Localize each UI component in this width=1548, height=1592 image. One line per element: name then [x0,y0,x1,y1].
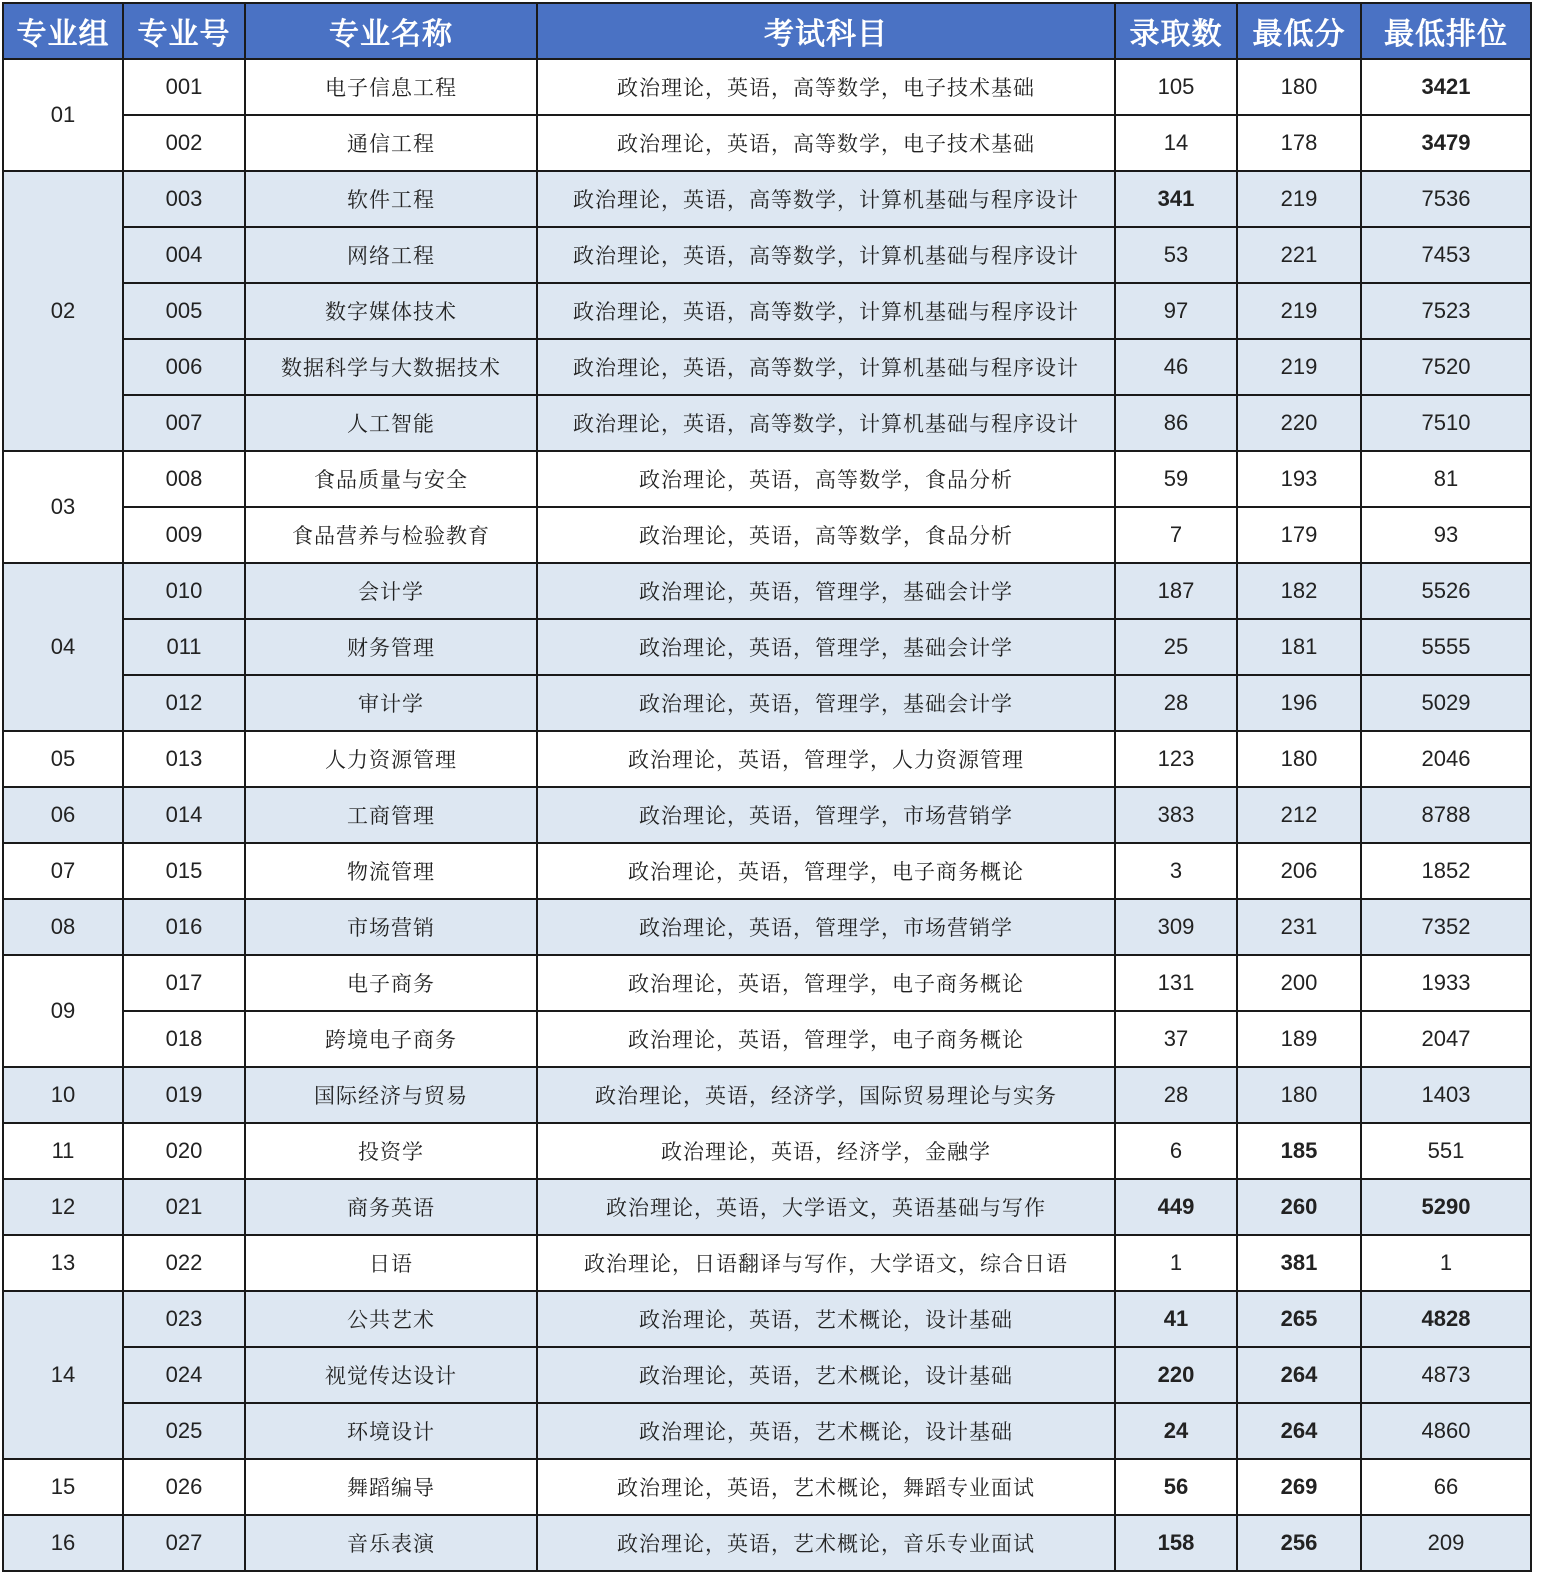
min-rank-cell: 4873 [1361,1347,1531,1403]
major-code-cell: 021 [123,1179,245,1235]
major-name-cell: 软件工程 [245,171,537,227]
min-rank-cell: 5526 [1361,563,1531,619]
major-code-cell: 016 [123,899,245,955]
group-cell: 08 [3,899,123,955]
major-code-cell: 018 [123,1011,245,1067]
major-code-cell: 010 [123,563,245,619]
min-rank-cell: 551 [1361,1123,1531,1179]
min-score-cell: 185 [1237,1123,1361,1179]
major-name-cell: 音乐表演 [245,1515,537,1571]
admission-table [2,2,1532,1572]
major-name-cell: 审计学 [245,675,537,731]
min-score-cell: 220 [1237,395,1361,451]
major-name-cell: 数据科学与大数据技术 [245,339,537,395]
min-score-cell: 182 [1237,563,1361,619]
table-row [3,955,1531,1011]
major-name-cell: 食品营养与检验教育 [245,507,537,563]
exam-subjects-cell: 政治理论，日语翻译与写作，大学语文，综合日语 [537,1235,1115,1291]
min-score-cell: 180 [1237,731,1361,787]
exam-subjects-cell: 政治理论，英语，高等数学，计算机基础与程序设计 [537,339,1115,395]
table-row [3,451,1531,507]
exam-subjects-cell: 政治理论，英语，管理学，基础会计学 [537,675,1115,731]
min-score-cell: 193 [1237,451,1361,507]
min-rank-cell: 5555 [1361,619,1531,675]
min-rank-cell: 4828 [1361,1291,1531,1347]
admitted-count-cell: 53 [1115,227,1237,283]
min-score-cell: 381 [1237,1235,1361,1291]
exam-subjects-cell: 政治理论，英语，艺术概论，设计基础 [537,1403,1115,1459]
admitted-count-cell: 158 [1115,1515,1237,1571]
table-row [3,675,1531,731]
major-name-cell: 市场营销 [245,899,537,955]
header-min-rank: 最低排位 [1361,3,1531,59]
major-code-cell: 025 [123,1403,245,1459]
exam-subjects-cell: 政治理论，英语，高等数学，食品分析 [537,451,1115,507]
major-name-cell: 物流管理 [245,843,537,899]
admitted-count-cell: 220 [1115,1347,1237,1403]
min-score-cell: 189 [1237,1011,1361,1067]
min-rank-cell: 2047 [1361,1011,1531,1067]
major-code-cell: 015 [123,843,245,899]
major-name-cell: 环境设计 [245,1403,537,1459]
min-rank-cell: 7523 [1361,283,1531,339]
min-score-cell: 180 [1237,59,1361,115]
admitted-count-cell: 28 [1115,675,1237,731]
group-cell: 04 [3,563,123,731]
major-code-cell: 002 [123,115,245,171]
admitted-count-cell: 383 [1115,787,1237,843]
group-cell: 11 [3,1123,123,1179]
group-cell: 10 [3,1067,123,1123]
major-code-cell: 009 [123,507,245,563]
major-name-cell: 投资学 [245,1123,537,1179]
major-code-cell: 001 [123,59,245,115]
table-row [3,1011,1531,1067]
min-score-cell: 231 [1237,899,1361,955]
table-row [3,395,1531,451]
table-row [3,899,1531,955]
table-row [3,283,1531,339]
min-rank-cell: 209 [1361,1515,1531,1571]
admitted-count-cell: 14 [1115,115,1237,171]
admitted-count-cell: 41 [1115,1291,1237,1347]
major-name-cell: 食品质量与安全 [245,451,537,507]
min-score-cell: 196 [1237,675,1361,731]
group-cell: 01 [3,59,123,171]
admitted-count-cell: 28 [1115,1067,1237,1123]
exam-subjects-cell: 政治理论，英语，管理学，市场营销学 [537,899,1115,955]
exam-subjects-cell: 政治理论，英语，高等数学，电子技术基础 [537,115,1115,171]
admitted-count-cell: 123 [1115,731,1237,787]
min-rank-cell: 5290 [1361,1179,1531,1235]
exam-subjects-cell: 政治理论，英语，高等数学，电子技术基础 [537,59,1115,115]
table-row [3,1235,1531,1291]
group-cell: 12 [3,1179,123,1235]
min-rank-cell: 1403 [1361,1067,1531,1123]
header-group: 专业组 [3,3,123,59]
exam-subjects-cell: 政治理论，英语，艺术概论，舞蹈专业面试 [537,1459,1115,1515]
min-score-cell: 219 [1237,171,1361,227]
min-score-cell: 260 [1237,1179,1361,1235]
exam-subjects-cell: 政治理论，英语，高等数学，计算机基础与程序设计 [537,171,1115,227]
table-row [3,171,1531,227]
table-row [3,339,1531,395]
min-rank-cell: 1852 [1361,843,1531,899]
group-cell: 07 [3,843,123,899]
table-row [3,1347,1531,1403]
admitted-count-cell: 37 [1115,1011,1237,1067]
table-row [3,59,1531,115]
min-rank-cell: 4860 [1361,1403,1531,1459]
table-row [3,507,1531,563]
min-rank-cell: 3421 [1361,59,1531,115]
major-code-cell: 019 [123,1067,245,1123]
min-score-cell: 212 [1237,787,1361,843]
major-code-cell: 003 [123,171,245,227]
major-code-cell: 026 [123,1459,245,1515]
major-name-cell: 国际经济与贸易 [245,1067,537,1123]
major-name-cell: 人力资源管理 [245,731,537,787]
min-rank-cell: 7520 [1361,339,1531,395]
major-name-cell: 工商管理 [245,787,537,843]
exam-subjects-cell: 政治理论，英语，管理学，基础会计学 [537,563,1115,619]
major-name-cell: 财务管理 [245,619,537,675]
major-name-cell: 日语 [245,1235,537,1291]
exam-subjects-cell: 政治理论，英语，高等数学，计算机基础与程序设计 [537,395,1115,451]
exam-subjects-cell: 政治理论，英语，经济学，国际贸易理论与实务 [537,1067,1115,1123]
admitted-count-cell: 6 [1115,1123,1237,1179]
major-code-cell: 014 [123,787,245,843]
admitted-count-cell: 341 [1115,171,1237,227]
exam-subjects-cell: 政治理论，英语，管理学，人力资源管理 [537,731,1115,787]
major-code-cell: 008 [123,451,245,507]
admitted-count-cell: 449 [1115,1179,1237,1235]
major-name-cell: 跨境电子商务 [245,1011,537,1067]
table-row [3,1515,1531,1571]
exam-subjects-cell: 政治理论，英语，管理学，电子商务概论 [537,955,1115,1011]
min-score-cell: 264 [1237,1403,1361,1459]
min-score-cell: 219 [1237,339,1361,395]
table-row [3,787,1531,843]
exam-subjects-cell: 政治理论，英语，艺术概论，设计基础 [537,1291,1115,1347]
major-name-cell: 公共艺术 [245,1291,537,1347]
admitted-count-cell: 3 [1115,843,1237,899]
exam-subjects-cell: 政治理论，英语，大学语文，英语基础与写作 [537,1179,1115,1235]
major-code-cell: 024 [123,1347,245,1403]
min-rank-cell: 66 [1361,1459,1531,1515]
table-row [3,1067,1531,1123]
major-code-cell: 004 [123,227,245,283]
major-code-cell: 020 [123,1123,245,1179]
group-cell: 14 [3,1291,123,1459]
major-name-cell: 人工智能 [245,395,537,451]
min-score-cell: 265 [1237,1291,1361,1347]
min-rank-cell: 7510 [1361,395,1531,451]
header-code: 专业号 [123,3,245,59]
admitted-count-cell: 59 [1115,451,1237,507]
major-code-cell: 005 [123,283,245,339]
admitted-count-cell: 1 [1115,1235,1237,1291]
admitted-count-cell: 97 [1115,283,1237,339]
group-cell: 05 [3,731,123,787]
header-subjects: 考试科目 [537,3,1115,59]
table-row [3,731,1531,787]
table-row [3,1291,1531,1347]
major-code-cell: 007 [123,395,245,451]
admitted-count-cell: 7 [1115,507,1237,563]
admitted-count-cell: 46 [1115,339,1237,395]
table-row [3,1123,1531,1179]
min-score-cell: 269 [1237,1459,1361,1515]
min-score-cell: 178 [1237,115,1361,171]
admitted-count-cell: 25 [1115,619,1237,675]
group-cell: 02 [3,171,123,451]
min-score-cell: 264 [1237,1347,1361,1403]
min-rank-cell: 93 [1361,507,1531,563]
min-score-cell: 181 [1237,619,1361,675]
major-code-cell: 022 [123,1235,245,1291]
min-rank-cell: 1 [1361,1235,1531,1291]
group-cell: 15 [3,1459,123,1515]
major-name-cell: 电子信息工程 [245,59,537,115]
exam-subjects-cell: 政治理论，英语，艺术概论，设计基础 [537,1347,1115,1403]
major-code-cell: 006 [123,339,245,395]
admitted-count-cell: 105 [1115,59,1237,115]
major-name-cell: 数字媒体技术 [245,283,537,339]
table-body [3,59,1531,1571]
major-name-cell: 视觉传达设计 [245,1347,537,1403]
admitted-count-cell: 24 [1115,1403,1237,1459]
min-score-cell: 206 [1237,843,1361,899]
exam-subjects-cell: 政治理论，英语，经济学，金融学 [537,1123,1115,1179]
min-rank-cell: 3479 [1361,115,1531,171]
group-cell: 03 [3,451,123,563]
exam-subjects-cell: 政治理论，英语，管理学，市场营销学 [537,787,1115,843]
min-rank-cell: 8788 [1361,787,1531,843]
table-row [3,843,1531,899]
min-rank-cell: 81 [1361,451,1531,507]
major-name-cell: 会计学 [245,563,537,619]
major-code-cell: 017 [123,955,245,1011]
min-score-cell: 200 [1237,955,1361,1011]
table-row [3,1179,1531,1235]
admitted-count-cell: 56 [1115,1459,1237,1515]
header-name: 专业名称 [245,3,537,59]
min-rank-cell: 7352 [1361,899,1531,955]
min-score-cell: 219 [1237,283,1361,339]
major-name-cell: 电子商务 [245,955,537,1011]
exam-subjects-cell: 政治理论，英语，高等数学，计算机基础与程序设计 [537,227,1115,283]
major-code-cell: 011 [123,619,245,675]
exam-subjects-cell: 政治理论，英语，艺术概论，音乐专业面试 [537,1515,1115,1571]
min-rank-cell: 5029 [1361,675,1531,731]
major-name-cell: 舞蹈编导 [245,1459,537,1515]
group-cell: 16 [3,1515,123,1571]
group-cell: 09 [3,955,123,1067]
min-rank-cell: 1933 [1361,955,1531,1011]
header-admitted: 录取数 [1115,3,1237,59]
major-name-cell: 通信工程 [245,115,537,171]
major-code-cell: 013 [123,731,245,787]
table-row [3,227,1531,283]
min-rank-cell: 7453 [1361,227,1531,283]
exam-subjects-cell: 政治理论，英语，管理学，电子商务概论 [537,1011,1115,1067]
table-row [3,563,1531,619]
admitted-count-cell: 131 [1115,955,1237,1011]
min-score-cell: 179 [1237,507,1361,563]
min-rank-cell: 2046 [1361,731,1531,787]
exam-subjects-cell: 政治理论，英语，管理学，电子商务概论 [537,843,1115,899]
exam-subjects-cell: 政治理论，英语，管理学，基础会计学 [537,619,1115,675]
table-row [3,1403,1531,1459]
admitted-count-cell: 86 [1115,395,1237,451]
major-code-cell: 027 [123,1515,245,1571]
table-row [3,619,1531,675]
table-row [3,1459,1531,1515]
major-code-cell: 012 [123,675,245,731]
min-score-cell: 180 [1237,1067,1361,1123]
min-score-cell: 221 [1237,227,1361,283]
admitted-count-cell: 187 [1115,563,1237,619]
admitted-count-cell: 309 [1115,899,1237,955]
min-rank-cell: 7536 [1361,171,1531,227]
group-cell: 13 [3,1235,123,1291]
exam-subjects-cell: 政治理论，英语，高等数学，食品分析 [537,507,1115,563]
header-row [3,3,1531,59]
major-code-cell: 023 [123,1291,245,1347]
min-score-cell: 256 [1237,1515,1361,1571]
table-row [3,115,1531,171]
exam-subjects-cell: 政治理论，英语，高等数学，计算机基础与程序设计 [537,283,1115,339]
group-cell: 06 [3,787,123,843]
major-name-cell: 网络工程 [245,227,537,283]
major-name-cell: 商务英语 [245,1179,537,1235]
header-min-score: 最低分 [1237,3,1361,59]
